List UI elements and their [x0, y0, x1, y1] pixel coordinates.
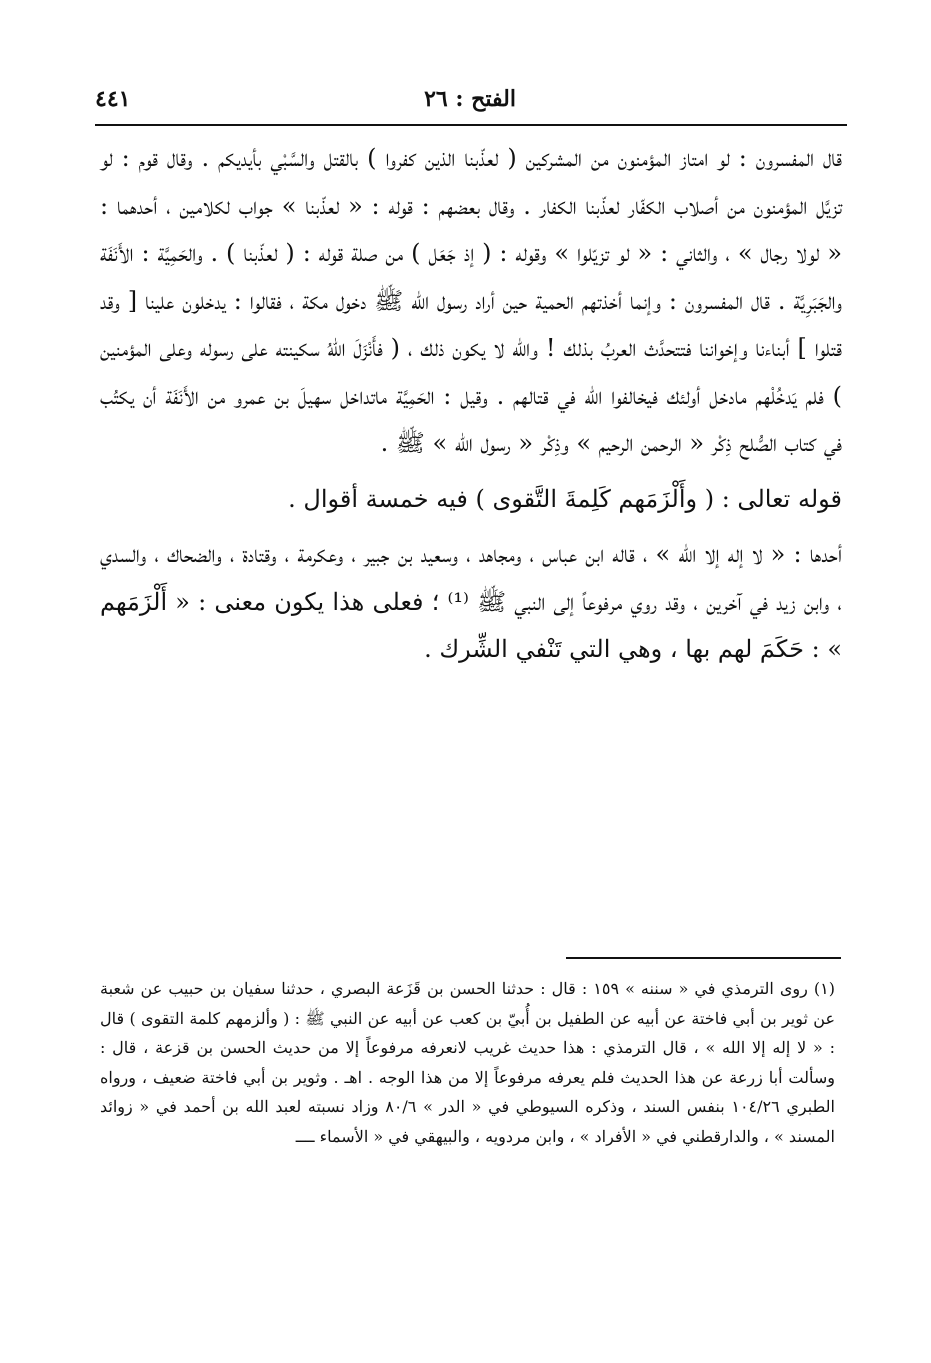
- surah-title: الفتح : ٢٦: [424, 86, 516, 112]
- paragraph-first-opinion: أحدها : « لا إله إلا الله » ، قاله ابن عباس ، ومجاهد ، وسعيد بن جبير ، وعكرمة ، وقتادة ، والضحاك ، والسدي ، وابن زيد في آخرين ، وقد روي مرفوعاً إلى النبي ﷺ ⁽¹⁾ ؛ فعلى هذا يكون معنى : « أَلْزَمَهم » : حَكَمَ لهم بها ، وهي التي تَنْفي الشِّرك .: [100, 540, 842, 663]
- main-text: [100, 135, 842, 674]
- paragraph-commentary: قال المفسرون : لو امتاز المؤمنون من المشركين ( لعذّبنا الذين كفروا ) بالقتل والسَّبْي بأيديكم . وقال قوم : لو تزيَّل المؤمنون من أصلاب الكفّار لعذّبنا الكفار . وقال بعضهم : قوله : « لعذّبنا » جواب لكلامين ، أحدهما : « لولا رجال » ، والثاني : « لو تزيّلوا » وقوله : ( إذ جَعَل ) من صلة قوله : ( لعذّبنا ) . والحَمِيَّة : الأَنَفَة والجَبَرِيَّة . قال المفسرون : وإنما أخذتهم الحمية حين أراد رسول الله ﷺ دخول مكة ، فقالوا : يدخلون علينا [ وقد قتلوا ] أبناءنا وإخواننا فتتحدَّث العربُ بذلك ! والله لا يكون ذلك ، ( فأَنْزَلَ اللهُ سكينته على رسوله وعلى المؤمنين ) فلم يَدخُلْهم مادخل أولئك فيخالفوا الله في قتالهم . وقيل : الحَمِيَّة ماتداخل سهيلَ بن عمرو من الأَنَفَة أن يكتُب في كتاب الصُّلح ذِكْر « الرحمن الرحيم » وذِكْر « رسول الله » ﷺ .: [100, 144, 843, 457]
- footnote-rule: [566, 957, 841, 959]
- paragraph-gap: [100, 523, 842, 531]
- footnote-text: (١) روى الترمذي في « سننه » ١٥٩ : قال : حدثنا الحسن بن قَزَعة البصري ، حدثنا سفيان بن حبيب عن شعبة عن ثوير بن أبي فاختة عن أبيه عن الطفيل بن أُبيّ بن كعب عن أبيه عن النبي ﷺ : ( وألزمهم كلمة التقوى ) قال : « لا إله إلا الله » ، قال الترمذي : هذا حديث غريب لانعرفه مرفوعاً إلا من حديث الحسن بن قزعة ، قال : وسألت أبا زرعة عن هذا الحديث فلم يعرفه مرفوعاً إلا من هذا الوجه . اهـ . وثوير بن أبي فاختة ضعيف ، ورواه الطبري ١٠٤/٢٦ بنفس السند ، وذكره السيوطي في « الدر » ٨٠/٦ وزاد نسبته لعبد الله بن أحمد في « زوائد المسند » ، والدارقطني في « الأفراد » ، وابن مردويه ، والبيهقي في « الأسماء ــــ: [100, 979, 836, 1146]
- paragraph-gap: [100, 468, 842, 476]
- paragraph-verse-heading: قوله تعالى : ( وأَلْزَمَهم كَلِمةَ التَّقوى ) فيه خمسة أقوال .: [288, 484, 842, 513]
- page-header: [95, 80, 845, 124]
- header-rule: [95, 124, 847, 126]
- footnote: [100, 974, 835, 1151]
- page-number: ٤٤١: [95, 86, 131, 112]
